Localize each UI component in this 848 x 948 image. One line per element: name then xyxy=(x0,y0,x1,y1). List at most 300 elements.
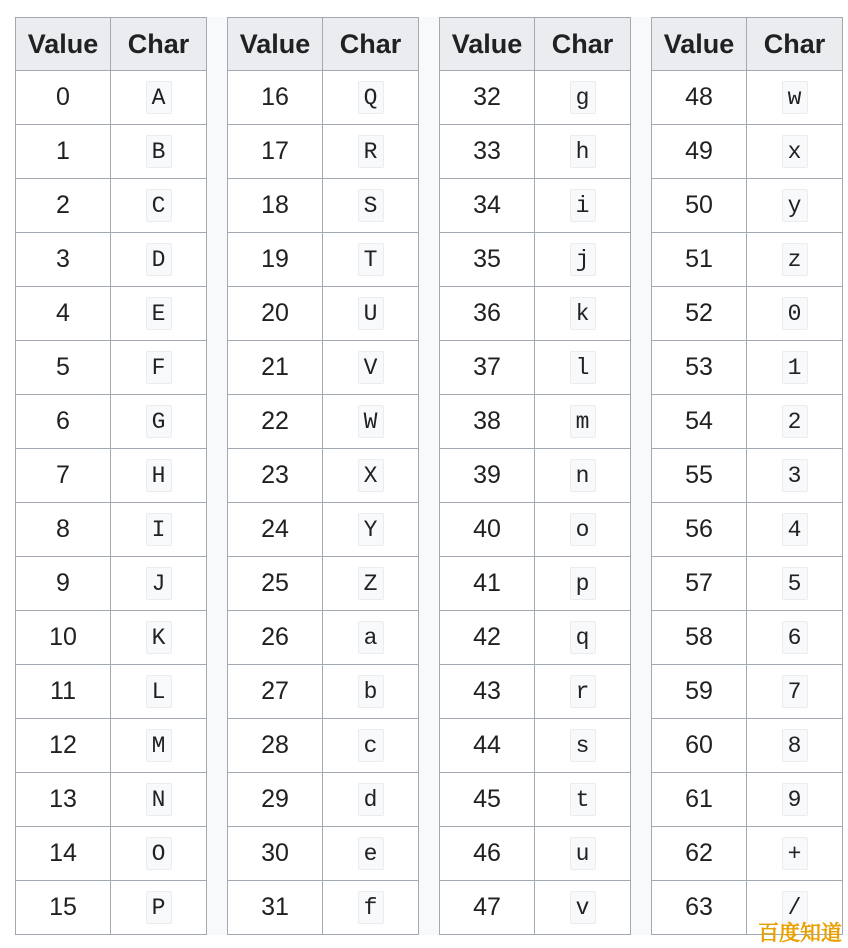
table-row xyxy=(651,395,843,449)
table-row xyxy=(651,233,843,287)
char-code: 5 xyxy=(782,567,808,600)
char-cell xyxy=(323,773,419,827)
table-row xyxy=(227,827,419,881)
char-cell xyxy=(323,611,419,665)
table-row xyxy=(15,125,207,179)
table-row xyxy=(227,449,419,503)
table-row xyxy=(439,665,631,719)
char-cell xyxy=(747,125,843,179)
value-text: 42 xyxy=(473,623,501,651)
char-code: F xyxy=(146,351,172,384)
value-text: 58 xyxy=(685,623,713,651)
char-code: H xyxy=(146,459,172,492)
value-text: 30 xyxy=(261,839,289,867)
header-row xyxy=(439,17,631,71)
table-row xyxy=(15,503,207,557)
char-code: U xyxy=(358,297,384,330)
table-row xyxy=(227,233,419,287)
char-cell xyxy=(535,125,631,179)
value-text: 29 xyxy=(261,785,289,813)
char-code: u xyxy=(570,837,596,870)
value-cell xyxy=(15,557,111,611)
column-group-3 xyxy=(439,17,631,935)
table-row xyxy=(651,611,843,665)
value-text: 48 xyxy=(685,83,713,111)
value-cell xyxy=(439,125,535,179)
value-cell xyxy=(439,341,535,395)
value-cell xyxy=(651,287,747,341)
value-cell xyxy=(227,665,323,719)
char-code: z xyxy=(782,243,808,276)
char-code: K xyxy=(146,621,172,654)
value-text: 32 xyxy=(473,83,501,111)
table-row xyxy=(651,287,843,341)
char-code: j xyxy=(570,243,596,276)
char-cell xyxy=(111,125,207,179)
value-cell xyxy=(15,881,111,935)
char-code: q xyxy=(570,621,596,654)
char-cell xyxy=(323,557,419,611)
value-cell xyxy=(15,233,111,287)
value-text: 56 xyxy=(685,515,713,543)
char-code: D xyxy=(146,243,172,276)
char-cell xyxy=(535,449,631,503)
table-row xyxy=(439,773,631,827)
value-text: 51 xyxy=(685,245,713,273)
char-code: 3 xyxy=(782,459,808,492)
value-cell xyxy=(227,179,323,233)
char-cell xyxy=(111,395,207,449)
char-cell xyxy=(323,665,419,719)
value-text: 18 xyxy=(261,191,289,219)
value-text: 59 xyxy=(685,677,713,705)
table-row xyxy=(439,125,631,179)
char-cell xyxy=(323,395,419,449)
table-row xyxy=(439,503,631,557)
char-code: 8 xyxy=(782,729,808,762)
char-cell xyxy=(747,233,843,287)
value-text: 34 xyxy=(473,191,501,219)
value-text: 5 xyxy=(56,353,70,381)
char-cell xyxy=(535,719,631,773)
char-code: t xyxy=(570,783,596,816)
table-row xyxy=(15,341,207,395)
char-code: V xyxy=(358,351,384,384)
table-row xyxy=(227,71,419,125)
table-row xyxy=(227,287,419,341)
char-cell xyxy=(111,881,207,935)
value-text: 16 xyxy=(261,83,289,111)
char-code: W xyxy=(358,405,384,438)
watermark-logo: 百度知道 xyxy=(758,921,842,945)
table-row xyxy=(227,719,419,773)
char-code: M xyxy=(146,729,172,762)
char-cell xyxy=(111,233,207,287)
char-code: S xyxy=(358,189,384,222)
value-cell xyxy=(439,287,535,341)
char-column-header: Char xyxy=(111,17,207,71)
table-row xyxy=(227,557,419,611)
char-code: P xyxy=(146,891,172,924)
value-text: 46 xyxy=(473,839,501,867)
table-row xyxy=(651,557,843,611)
char-cell xyxy=(111,827,207,881)
char-cell xyxy=(747,395,843,449)
table-row xyxy=(439,287,631,341)
table-row xyxy=(227,773,419,827)
value-column-header: Value xyxy=(227,17,323,71)
value-cell xyxy=(15,719,111,773)
value-text: 47 xyxy=(473,893,501,921)
value-cell xyxy=(227,233,323,287)
table-row xyxy=(439,881,631,935)
table-row xyxy=(227,395,419,449)
char-code: h xyxy=(570,135,596,168)
value-text: 19 xyxy=(261,245,289,273)
table-row xyxy=(227,125,419,179)
value-cell xyxy=(227,557,323,611)
char-cell xyxy=(535,557,631,611)
table-row xyxy=(439,827,631,881)
value-cell xyxy=(227,773,323,827)
value-cell xyxy=(439,395,535,449)
char-code: T xyxy=(358,243,384,276)
table-row xyxy=(227,179,419,233)
value-cell xyxy=(15,449,111,503)
char-code: 4 xyxy=(782,513,808,546)
value-cell xyxy=(227,71,323,125)
char-cell xyxy=(535,179,631,233)
column-group-4 xyxy=(651,17,843,935)
value-cell xyxy=(227,881,323,935)
value-cell xyxy=(15,773,111,827)
char-cell xyxy=(535,665,631,719)
char-cell xyxy=(747,665,843,719)
table-row xyxy=(651,449,843,503)
value-column-header: Value xyxy=(15,17,111,71)
value-text: 33 xyxy=(473,137,501,165)
table-row xyxy=(227,881,419,935)
value-text: 50 xyxy=(685,191,713,219)
char-cell xyxy=(535,773,631,827)
table-row xyxy=(439,341,631,395)
char-code: G xyxy=(146,405,172,438)
table-row xyxy=(15,719,207,773)
table-row xyxy=(15,827,207,881)
value-cell xyxy=(651,179,747,233)
header-row xyxy=(227,17,419,71)
char-cell xyxy=(535,395,631,449)
value-text: 25 xyxy=(261,569,289,597)
value-cell xyxy=(227,341,323,395)
value-cell xyxy=(651,719,747,773)
char-code: 7 xyxy=(782,675,808,708)
value-text: 14 xyxy=(49,839,77,867)
char-cell xyxy=(535,827,631,881)
value-text: 6 xyxy=(56,407,70,435)
table-row xyxy=(15,557,207,611)
table-row xyxy=(227,665,419,719)
char-code: R xyxy=(358,135,384,168)
char-cell xyxy=(111,719,207,773)
value-cell xyxy=(227,719,323,773)
char-code: m xyxy=(570,405,596,438)
table-row xyxy=(651,503,843,557)
value-cell xyxy=(651,125,747,179)
value-cell xyxy=(15,503,111,557)
value-cell xyxy=(439,719,535,773)
value-cell xyxy=(651,773,747,827)
value-text: 54 xyxy=(685,407,713,435)
char-code: x xyxy=(782,135,808,168)
value-text: 55 xyxy=(685,461,713,489)
table-row xyxy=(439,719,631,773)
value-text: 26 xyxy=(261,623,289,651)
char-code: w xyxy=(782,81,808,114)
value-cell xyxy=(439,179,535,233)
value-text: 40 xyxy=(473,515,501,543)
char-code: L xyxy=(146,675,172,708)
value-cell xyxy=(15,179,111,233)
char-cell xyxy=(111,287,207,341)
value-cell xyxy=(651,665,747,719)
value-text: 8 xyxy=(56,515,70,543)
value-cell xyxy=(439,449,535,503)
table-row xyxy=(439,611,631,665)
char-cell xyxy=(535,287,631,341)
char-code: + xyxy=(782,837,808,870)
table-row xyxy=(439,71,631,125)
value-text: 28 xyxy=(261,731,289,759)
char-cell xyxy=(111,773,207,827)
value-text: 20 xyxy=(261,299,289,327)
table-row xyxy=(651,827,843,881)
value-text: 45 xyxy=(473,785,501,813)
char-cell xyxy=(323,71,419,125)
char-cell xyxy=(111,341,207,395)
char-code: Z xyxy=(358,567,384,600)
char-cell xyxy=(747,179,843,233)
value-cell xyxy=(227,449,323,503)
value-cell xyxy=(439,557,535,611)
value-text: 15 xyxy=(49,893,77,921)
value-text: 9 xyxy=(56,569,70,597)
value-cell xyxy=(651,395,747,449)
char-cell xyxy=(111,449,207,503)
value-cell xyxy=(227,395,323,449)
char-code: l xyxy=(570,351,596,384)
value-text: 44 xyxy=(473,731,501,759)
char-cell xyxy=(747,503,843,557)
value-cell xyxy=(439,503,535,557)
table-row xyxy=(15,449,207,503)
value-text: 61 xyxy=(685,785,713,813)
value-cell xyxy=(227,611,323,665)
char-code: p xyxy=(570,567,596,600)
value-cell xyxy=(227,503,323,557)
value-text: 4 xyxy=(56,299,70,327)
char-column-header: Char xyxy=(747,17,843,71)
char-cell xyxy=(323,233,419,287)
table-row xyxy=(439,395,631,449)
table-row xyxy=(439,233,631,287)
table-row xyxy=(651,665,843,719)
column-group-2 xyxy=(227,17,419,935)
value-cell xyxy=(439,71,535,125)
char-cell xyxy=(747,287,843,341)
char-code: k xyxy=(570,297,596,330)
value-cell xyxy=(651,233,747,287)
value-cell xyxy=(651,881,747,935)
char-cell xyxy=(323,719,419,773)
value-text: 53 xyxy=(685,353,713,381)
value-cell xyxy=(15,341,111,395)
char-cell xyxy=(747,557,843,611)
table-row xyxy=(15,665,207,719)
value-text: 39 xyxy=(473,461,501,489)
value-cell xyxy=(439,665,535,719)
value-column-header: Value xyxy=(651,17,747,71)
char-cell xyxy=(747,449,843,503)
header-row xyxy=(15,17,207,71)
value-text: 27 xyxy=(261,677,289,705)
value-text: 38 xyxy=(473,407,501,435)
value-cell xyxy=(15,287,111,341)
char-code: r xyxy=(570,675,596,708)
char-code: v xyxy=(570,891,596,924)
value-text: 22 xyxy=(261,407,289,435)
value-cell xyxy=(15,71,111,125)
value-text: 23 xyxy=(261,461,289,489)
table-row xyxy=(651,773,843,827)
value-cell xyxy=(651,449,747,503)
table-row xyxy=(15,287,207,341)
value-text: 1 xyxy=(56,137,70,165)
value-text: 3 xyxy=(56,245,70,273)
char-cell xyxy=(747,341,843,395)
value-cell xyxy=(651,341,747,395)
char-cell xyxy=(323,827,419,881)
header-row xyxy=(651,17,843,71)
table-row xyxy=(15,71,207,125)
value-cell xyxy=(439,881,535,935)
value-cell xyxy=(15,827,111,881)
char-column-header: Char xyxy=(323,17,419,71)
char-cell xyxy=(111,557,207,611)
value-text: 37 xyxy=(473,353,501,381)
value-cell xyxy=(439,611,535,665)
char-code: f xyxy=(358,891,384,924)
char-code: I xyxy=(146,513,172,546)
char-code: c xyxy=(358,729,384,762)
value-text: 21 xyxy=(261,353,289,381)
char-code: 1 xyxy=(782,351,808,384)
char-code: y xyxy=(782,189,808,222)
char-code: s xyxy=(570,729,596,762)
value-cell xyxy=(227,287,323,341)
table-row xyxy=(651,341,843,395)
value-text: 43 xyxy=(473,677,501,705)
value-cell xyxy=(651,503,747,557)
char-cell xyxy=(535,71,631,125)
char-cell xyxy=(535,233,631,287)
value-cell xyxy=(651,71,747,125)
table-row xyxy=(227,341,419,395)
value-cell xyxy=(15,611,111,665)
table-row xyxy=(439,557,631,611)
table-row xyxy=(439,179,631,233)
char-code: 0 xyxy=(782,297,808,330)
char-cell xyxy=(323,503,419,557)
value-cell xyxy=(15,125,111,179)
char-code: 6 xyxy=(782,621,808,654)
char-cell xyxy=(323,881,419,935)
column-group-1 xyxy=(15,17,207,935)
char-code: o xyxy=(570,513,596,546)
char-cell xyxy=(323,125,419,179)
value-text: 35 xyxy=(473,245,501,273)
value-cell xyxy=(227,827,323,881)
char-code: b xyxy=(358,675,384,708)
value-text: 7 xyxy=(56,461,70,489)
char-cell xyxy=(747,827,843,881)
value-text: 57 xyxy=(685,569,713,597)
value-text: 17 xyxy=(261,137,289,165)
value-text: 11 xyxy=(50,677,76,705)
value-text: 52 xyxy=(685,299,713,327)
table-row xyxy=(15,395,207,449)
value-text: 60 xyxy=(685,731,713,759)
char-code: O xyxy=(146,837,172,870)
table-row xyxy=(651,719,843,773)
value-cell xyxy=(439,233,535,287)
table-row xyxy=(15,611,207,665)
value-cell xyxy=(15,665,111,719)
char-code: A xyxy=(146,81,172,114)
value-text: 63 xyxy=(685,893,713,921)
char-cell xyxy=(323,341,419,395)
char-cell xyxy=(535,341,631,395)
char-code: 2 xyxy=(782,405,808,438)
table-row xyxy=(227,611,419,665)
char-code: d xyxy=(358,783,384,816)
table-row xyxy=(651,179,843,233)
value-cell xyxy=(15,395,111,449)
table-row xyxy=(15,179,207,233)
char-code: a xyxy=(358,621,384,654)
char-cell xyxy=(111,611,207,665)
char-cell xyxy=(747,719,843,773)
char-code: / xyxy=(782,891,808,924)
char-cell xyxy=(111,71,207,125)
table-row xyxy=(15,773,207,827)
char-code: E xyxy=(146,297,172,330)
char-code: g xyxy=(570,81,596,114)
value-text: 49 xyxy=(685,137,713,165)
char-column-header: Char xyxy=(535,17,631,71)
char-code: 9 xyxy=(782,783,808,816)
char-code: B xyxy=(146,135,172,168)
value-text: 2 xyxy=(56,191,70,219)
char-code: n xyxy=(570,459,596,492)
value-text: 12 xyxy=(49,731,77,759)
value-text: 13 xyxy=(49,785,77,813)
char-code: X xyxy=(358,459,384,492)
table-row xyxy=(651,125,843,179)
char-cell xyxy=(535,611,631,665)
value-text: 10 xyxy=(49,623,77,651)
value-text: 62 xyxy=(685,839,713,867)
